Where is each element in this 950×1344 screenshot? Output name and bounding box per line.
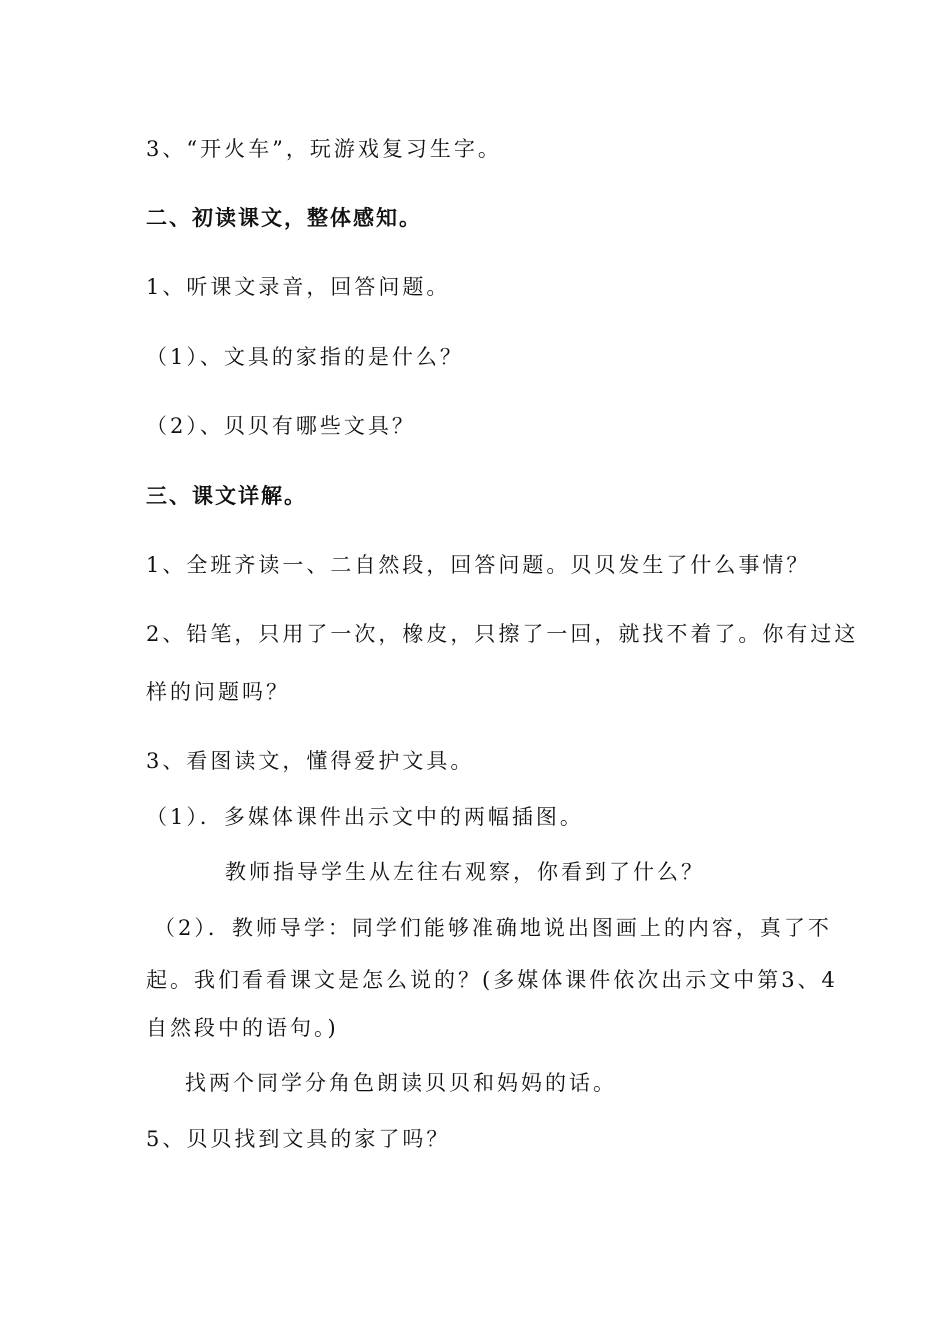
sub-item-2-cont: 起。我们看看课文是怎么说的？(多媒体课件依次出示文中第3、4 xyxy=(146,968,838,992)
section-heading-text-detail: 三、课文详解。 xyxy=(146,484,307,508)
question-1: （1）、文具的家指的是什么？ xyxy=(146,345,464,369)
text-line-pencil-eraser: 2、铅笔，只用了一次，橡皮，只擦了一回，就找不着了。你有过这 xyxy=(146,622,859,646)
text-line-train-game: 3、“开火车”，玩游戏复习生字。 xyxy=(146,137,502,161)
text-line-pencil-eraser-cont: 样的问题吗？ xyxy=(146,680,290,704)
sub-item-2-end: 自然段中的语句。) xyxy=(146,1016,339,1040)
text-line-read-paragraphs: 1、全班齐读一、二自然段，回答问题。贝贝发生了什么事情？ xyxy=(146,553,811,577)
text-line-listen-recording: 1、听课文录音，回答问题。 xyxy=(146,275,451,299)
sub-item-1: （1）．多媒体课件出示文中的两幅插图。 xyxy=(146,805,584,829)
sub-item-1-detail: 教师指导学生从左往右观察，你看到了什么？ xyxy=(225,860,705,884)
section-heading-first-reading: 二、初读课文，整体感知。 xyxy=(146,206,422,230)
sub-item-2: （2）．教师导学：同学们能够准确地说出图画上的内容，真了不 xyxy=(154,916,832,940)
question-2: （2）、贝贝有哪些文具？ xyxy=(146,414,416,438)
text-line-role-reading: 找两个同学分角色朗读贝贝和妈妈的话。 xyxy=(185,1071,617,1095)
text-line-look-and-read: 3、看图读文，懂得爱护文具。 xyxy=(146,749,475,773)
text-line-find-home: 5、贝贝找到文具的家了吗？ xyxy=(146,1127,451,1151)
